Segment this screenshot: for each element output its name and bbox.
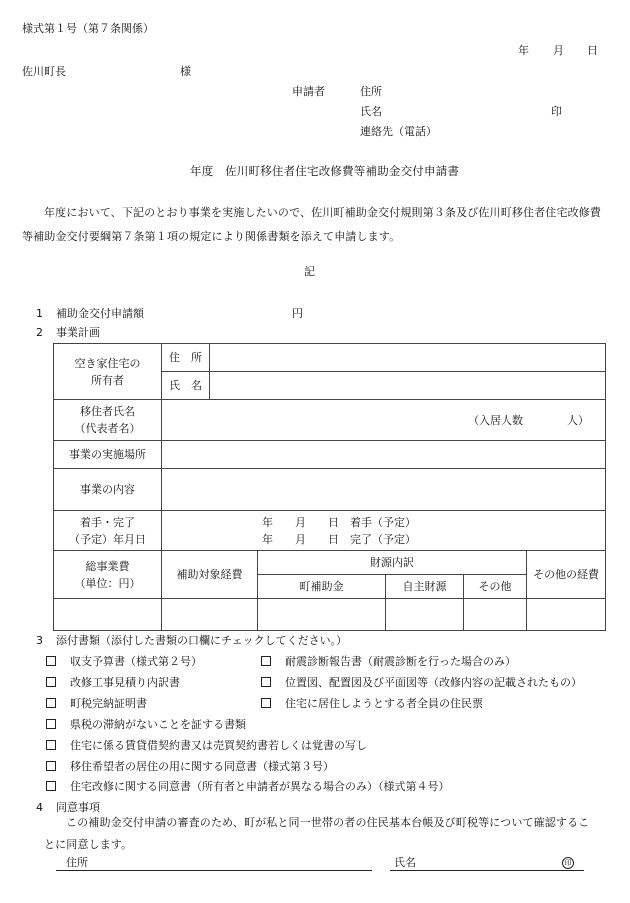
attachment-label: 位置図、配置図及び平面図等（改修内容の記載されたもの） xyxy=(285,676,582,689)
item1-label: 補助金交付申請額 xyxy=(56,307,144,320)
content-field[interactable] xyxy=(162,469,606,511)
seal-mark: 印 xyxy=(562,857,574,869)
date-day: 日 xyxy=(587,44,598,57)
applicant-name-label: 氏名 xyxy=(360,105,382,118)
content-label: 事業の内容 xyxy=(54,469,162,511)
attachment-label: 移住希望者の居住の用に関する同意書（様式第３号） xyxy=(70,760,334,773)
dates-field[interactable] xyxy=(162,511,606,551)
location-field[interactable] xyxy=(162,441,606,469)
attachment-item xyxy=(46,781,450,792)
item2-number: 2 xyxy=(36,326,43,339)
item3-number: 3 xyxy=(36,634,43,647)
attachment-label: 住宅に居住しようとする者全員の住民票 xyxy=(285,697,483,710)
town-subsidy-field[interactable] xyxy=(258,599,386,631)
attachment-item xyxy=(46,761,334,772)
total-cost-field[interactable] xyxy=(54,599,162,631)
addressee-name: 佐川町長 xyxy=(22,65,66,78)
attachment-item xyxy=(46,698,147,709)
owner-address-label: 住 所 xyxy=(162,344,210,372)
funding-header: 財源内訳 xyxy=(258,551,527,575)
attachment-checkbox[interactable] xyxy=(261,698,271,708)
attachment-label: 耐震診断報告書（耐震診断を行った場合のみ） xyxy=(285,655,516,668)
start-date-line: 年 月 日 着手（予定） xyxy=(262,515,416,529)
applicant-role: 申請者 xyxy=(292,85,325,98)
end-date-line: 年 月 日 完了（予定） xyxy=(262,532,416,546)
town-subsidy-header: 町補助金 xyxy=(258,575,386,599)
attachment-checkbox[interactable] xyxy=(261,656,271,666)
item1-number: 1 xyxy=(36,307,43,320)
attachment-label: 収支予算書（様式第２号） xyxy=(70,655,202,668)
form-number: 様式第１号（第７条関係） xyxy=(22,22,154,35)
item2-label: 事業計画 xyxy=(56,326,100,339)
attachment-item xyxy=(46,719,246,730)
item4-label: 同意事項 xyxy=(56,801,100,814)
own-funds-header: 自主財源 xyxy=(386,575,464,599)
sign-address-label: 住所 xyxy=(66,856,88,869)
applicant-address-label: 住所 xyxy=(360,85,382,98)
consent-text: この補助金交付申請の審査のため、町が私と同一世帯の者の住民基本台帳及び町税等について確認することに同意します。 xyxy=(44,816,590,851)
intro-paragraph: 年度において、下記のとおり事業を実施したいので、佐川町補助金交付規則第３条及び佐川町移住者住宅改修費等補助金交付要綱第７条第１項の規定により関係書類を添えて申請します。 xyxy=(22,206,602,243)
attachment-checkbox[interactable] xyxy=(46,719,56,729)
attachment-label: 住宅に係る賃貸借契約書又は売買契約書若しくは覚書の写し xyxy=(70,739,367,752)
other-costs-header: その他の経費 xyxy=(527,551,606,599)
document-title: 年度 佐川町移住者住宅改修費等補助金交付申請書 xyxy=(190,164,460,178)
attachment-label: 町税完納証明書 xyxy=(70,697,147,710)
attachment-checkbox[interactable] xyxy=(46,781,56,791)
item4-number: 4 xyxy=(36,801,43,814)
total-cost-header: 総事業費 （単位：円） xyxy=(54,551,162,599)
owner-name-field[interactable] xyxy=(210,372,606,400)
attachment-checkbox[interactable] xyxy=(46,698,56,708)
applicant-contact-label: 連絡先（電話） xyxy=(360,125,437,138)
other-header: その他 xyxy=(464,575,527,599)
item3-label: 添付書類（添付した書類の口欄にチェックしてください。） xyxy=(56,634,348,647)
sign-address-underline xyxy=(56,870,372,871)
owner-name-label: 氏 名 xyxy=(162,372,210,400)
item1-unit: 円 xyxy=(292,307,303,320)
owner-label: 空き家住宅の 所有者 xyxy=(54,344,162,400)
attachment-checkbox[interactable] xyxy=(46,761,56,771)
attachment-item xyxy=(261,698,483,709)
attachment-item xyxy=(46,677,180,688)
attachment-item xyxy=(261,677,582,688)
own-funds-field[interactable] xyxy=(386,599,464,631)
addressee-honorific: 様 xyxy=(180,65,191,78)
attachment-checkbox[interactable] xyxy=(46,740,56,750)
attachment-checkbox[interactable] xyxy=(261,677,271,687)
residents-count: （入居人数 人） xyxy=(468,413,590,427)
other-field[interactable] xyxy=(464,599,527,631)
attachment-label: 改修工事見積り内訳書 xyxy=(70,676,180,689)
migrant-label: 移住者氏名 （代表者名） xyxy=(54,400,162,441)
ki-heading: 記 xyxy=(304,265,315,278)
attachment-item xyxy=(46,740,367,751)
applicant-seal: 印 xyxy=(551,105,562,118)
dates-label: 着手・完了 （予定）年月日 xyxy=(54,511,162,551)
attachment-checkbox[interactable] xyxy=(46,656,56,666)
sign-name-label: 氏名 xyxy=(394,856,416,869)
attachment-item xyxy=(261,656,516,667)
plan-table xyxy=(53,343,606,631)
other-costs-field[interactable] xyxy=(527,599,606,631)
attachment-item xyxy=(46,656,202,667)
owner-address-field[interactable] xyxy=(210,344,606,372)
date-year: 年 xyxy=(518,44,529,57)
location-label: 事業の実施場所 xyxy=(54,441,162,469)
attachment-label: 住宅改修に関する同意書（所有者と申請者が異なる場合のみ）（様式第４号） xyxy=(70,780,450,793)
date-month: 月 xyxy=(553,44,564,57)
migrant-field[interactable] xyxy=(162,400,606,441)
sign-seal-icon xyxy=(562,856,574,869)
attachment-label: 県税の滞納がないことを証する書類 xyxy=(70,718,246,731)
attachment-checkbox[interactable] xyxy=(46,677,56,687)
eligible-cost-field[interactable] xyxy=(162,599,258,631)
eligible-cost-header: 補助対象経費 xyxy=(162,551,258,599)
sign-name-underline xyxy=(390,870,584,871)
